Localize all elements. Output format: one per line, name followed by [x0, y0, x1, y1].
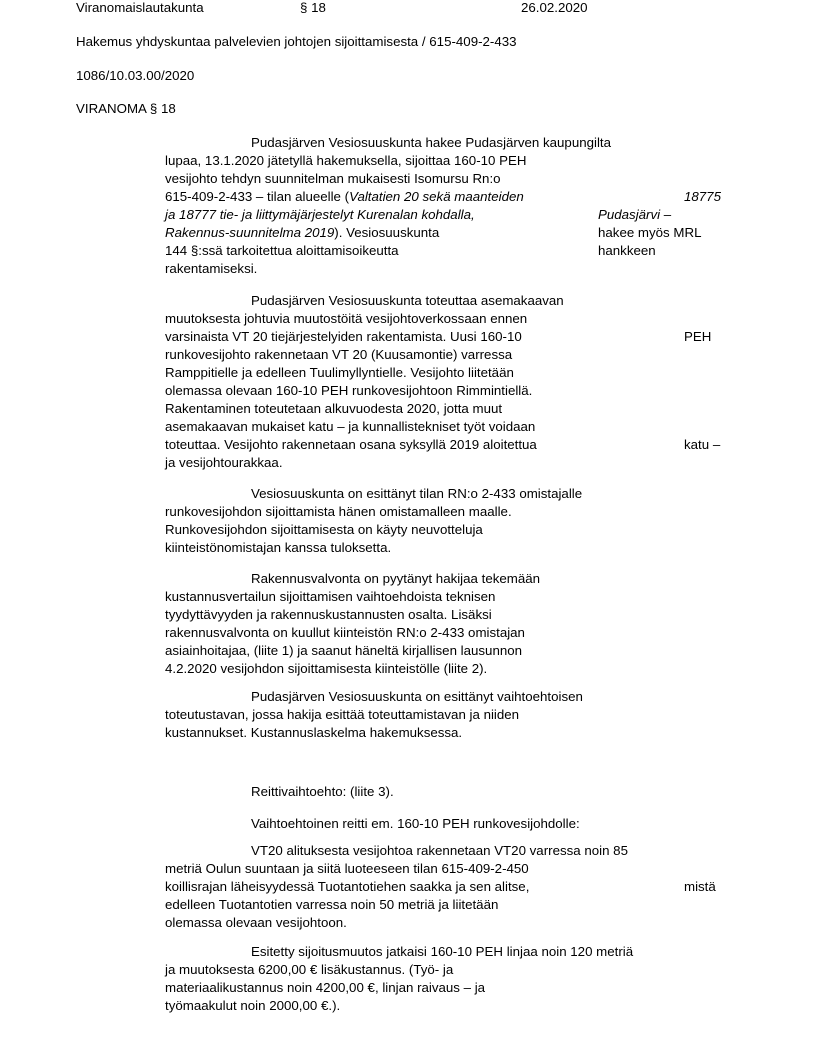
- text-segment: ). Vesiosuuskunta: [334, 225, 440, 240]
- text-line: 144 §:ssä tarkoitettua aloittamisoikeutta: [165, 243, 399, 258]
- side-fragment: hankkeen: [598, 243, 656, 258]
- text-line: koillisrajan läheisyydessä Tuotantotiehen saakka ja sen alitse,: [165, 879, 530, 894]
- italic-text: Valtatien 20 sekä maanteiden: [349, 189, 524, 204]
- text-line: runkovesijohdon sijoittamista hänen omistamalleen maalle.: [165, 504, 512, 519]
- side-fragment: mistä: [684, 879, 716, 894]
- paragraph-building-control: [165, 570, 675, 678]
- reference-number: 1086/10.03.00/2020: [76, 68, 195, 83]
- text-line: ja muutoksesta 6200,00 € lisäkustannus. (Työ- ja: [165, 962, 454, 977]
- side-fragment: 18775: [684, 189, 721, 204]
- text-line: kiinteistönomistajan kanssa tuloksetta.: [165, 540, 392, 555]
- text-line: tyydyttävyyden ja rakennuskustannusten osalta. Lisäksi: [165, 607, 492, 622]
- text-line: 4.2.2020 vesijohdon sijoittamisesta kiinteistölle (liite 2).: [165, 661, 488, 676]
- italic-text: Rakennus-suunnitelma 2019: [165, 225, 335, 240]
- text-line: edelleen Tuotantotien varressa noin 50 metriä ja liitetään: [165, 897, 499, 912]
- text-line: vesijohto tehdyn suunnitelman mukaisesti Isomursu Rn:o: [165, 171, 501, 186]
- side-fragment: Pudasjärvi –: [598, 207, 672, 222]
- text-line: Rakennusvalvonta on pyytänyt hakijaa tekemään: [251, 571, 541, 586]
- section-number: § 18: [300, 0, 326, 15]
- italic-text-line: ja 18777 tie- ja liittymäjärjestelyt Kurenalan kohdalla,: [165, 207, 475, 222]
- text-line: kustannusvertailun sijoittamisen vaihtoehdoista teknisen: [165, 589, 496, 604]
- text-line: Pudasjärven Vesiosuuskunta on esittänyt vaihtoehtoisen: [251, 689, 583, 704]
- text-line: metriä Oulun suuntaan ja siitä luoteeseen tilan 615-409-2-450: [165, 861, 529, 876]
- text-line: lupaa, 13.1.2020 jätetyllä hakemuksella, sijoittaa 160-10 PEH: [165, 153, 527, 168]
- text-line: toteutustavan, jossa hakija esittää toteuttamistavan ja niiden: [165, 707, 520, 722]
- text-line: asiainhoitajaa, (liite 1) ja saanut häneltä kirjallisen lausunnon: [165, 643, 523, 658]
- text-line: toteuttaa. Vesijohto rakennetaan osana syksyllä 2019 aloitettua: [165, 437, 537, 452]
- text-line: Ramppitielle ja edelleen Tuulimyllyntielle. Vesijohto liitetään: [165, 365, 514, 380]
- text-line: Pudasjärven Vesiosuuskunta toteuttaa asemakaavan: [251, 293, 564, 308]
- text-line: VT20 alituksesta vesijohtoa rakennetaan VT20 varressa noin 85: [251, 843, 628, 858]
- authority-name: Viranomaislautakunta: [76, 0, 204, 15]
- text-line: rakentamiseksi.: [165, 261, 258, 276]
- text-line: runkovesijohto rakennetaan VT 20 (Kuusamontie) varressa: [165, 347, 513, 362]
- side-fragment: PEH: [684, 329, 712, 344]
- paragraph-negotiation: [165, 485, 675, 557]
- text-line: ja vesijohtourakkaa.: [165, 455, 283, 470]
- meeting-date: 26.02.2020: [521, 0, 588, 15]
- text-line: Runkovesijohdon sijoittamisesta on käyty neuvotteluja: [165, 522, 483, 537]
- section-label: VIRANOMA § 18: [76, 101, 176, 116]
- text-line: Vesiosuuskunta on esittänyt tilan RN:o 2-433 omistajalle: [251, 486, 583, 501]
- text-line: olemassa olevaan 160-10 PEH runkovesijohtoon Rimmintiellä.: [165, 383, 533, 398]
- text-line: Esitetty sijoitusmuutos jatkaisi 160-10 PEH linjaa noin 120 metriä: [251, 944, 634, 959]
- text-line: materiaalikustannus noin 4200,00 €, linjan raivaus – ja: [165, 980, 486, 995]
- alternative-route-heading: Vaihtoehtoinen reitti em. 160-10 PEH runkovesijohdolle:: [251, 816, 580, 831]
- text-line: muutoksesta johtuvia muutostöitä vesijohtoverkossaan ennen: [165, 311, 528, 326]
- text-line: Pudasjärven Vesiosuuskunta hakee Pudasjärven kaupungilta: [251, 135, 612, 150]
- document-title: Hakemus yhdyskuntaa palvelevien johtojen sijoittamisesta / 615-409-2-433: [76, 34, 517, 49]
- text-line: rakennusvalvonta on kuullut kiinteistön RN:o 2-433 omistajan: [165, 625, 525, 640]
- paragraph-alternative: [165, 688, 675, 742]
- text-line: asemakaavan mukaiset katu – ja kunnallistekniset työt voidaan: [165, 419, 536, 434]
- text-line: varsinaista VT 20 tiejärjestelyiden rakentamista. Uusi 160-10: [165, 329, 522, 344]
- paragraph-cost: [165, 943, 675, 1015]
- text-line: työmaakulut noin 2000,00 €.).: [165, 998, 341, 1013]
- text-line: Rakentaminen toteutetaan alkuvuodesta 2020, jotta muut: [165, 401, 503, 416]
- side-fragment: katu –: [684, 437, 721, 452]
- text-line: [165, 188, 675, 206]
- paragraph-construction: [165, 292, 675, 472]
- text-line: olemassa olevaan vesijohtoon.: [165, 915, 347, 930]
- text-line: kustannukset. Kustannuslaskelma hakemuksessa.: [165, 725, 463, 740]
- paragraph-route-description: [165, 842, 675, 932]
- route-option-heading: Reittivaihtoehto: (liite 3).: [251, 784, 394, 799]
- side-fragment: hakee myös MRL: [598, 225, 702, 240]
- text-segment: 615-409-2-433 – tilan alueelle (: [165, 189, 350, 204]
